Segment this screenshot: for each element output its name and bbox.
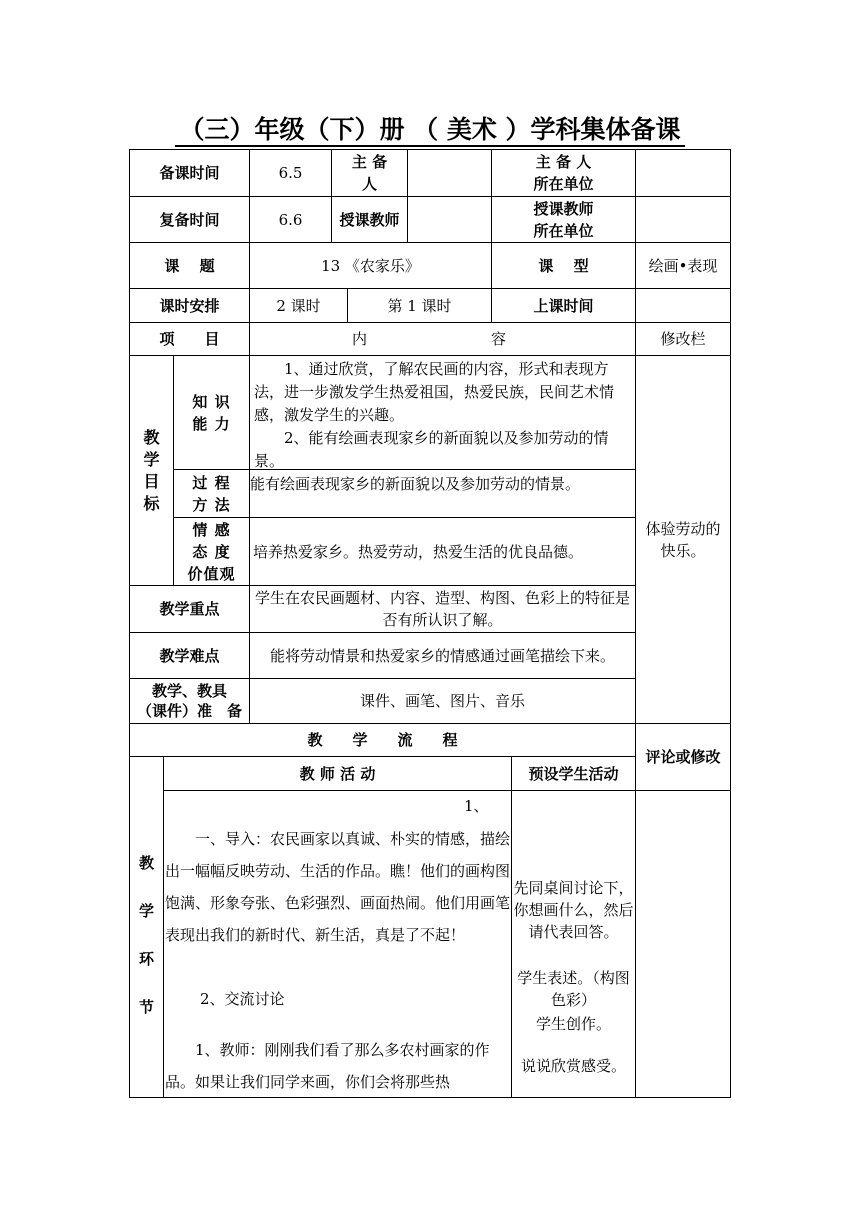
prep-time-label: 备课时间 [159,164,220,182]
item-label: 项 目 [159,330,220,348]
class-time-value[interactable] [636,289,730,322]
process-label: 过 程 方 法 [192,473,231,514]
objectives-revision-note: 体验劳动的 快乐。 [645,519,721,560]
teacher-para-1: 一、导入：农民画家以真诚、朴实的情感，描绘出一幅幅反映劳动、生活的作品。瞧！他们的画构图饱满、形象夸张、色彩强烈、画面热闹。他们用画笔表现出我们的新时代、新生活，真是了不起！ [165,830,511,944]
materials-text: 课件、画笔、图片、音乐 [359,692,525,710]
knowledge-text-1: 1、通过欣赏，了解农民画的内容，形式和表现方法，进一步激发学生热爱祖国，热爱民族，民间艺术情感，激发学生的兴趣。 [254,360,615,424]
emotion-label: 情 感 态 度 价值观 [187,520,236,583]
student-text-4: 说说欣赏感受。 [520,1057,626,1075]
materials-label: 教学、教具 （课件）准 备 [136,682,242,720]
knowledge-cell [250,356,635,469]
knowledge-text-2: 2、能有绘画表现家乡的新面貌以及参加劳动的情景。 [254,429,609,470]
teacher-activity-cell [164,791,511,1097]
main-prep-label: 主 备 人 [351,153,388,193]
teacher-unit-value[interactable] [636,197,730,242]
class-time-label: 上课时间 [533,296,594,315]
teacher-para-3: 1、教师：刚刚我们看了那么多农村画家的作品。如果让我们同学来画，你们会将那些热 [165,1041,490,1091]
difficulty-text: 能将劳动情景和热爱家乡的情感通过画笔描绘下来。 [269,646,615,665]
topic-value: 13 《农家乐》 [321,256,420,275]
page-title: （三）年级（下）册 （ 美术 ）学科集体备课 [0,110,860,146]
emotion-text: 培养热爱家乡。热爱劳动，热爱生活的优良品德。 [253,542,584,561]
flow-side-label: 教 学 环 节 [138,854,154,1016]
teacher-value[interactable] [408,197,491,242]
main-prep-value[interactable] [408,150,491,196]
main-unit-label: 主 备 人 所在单位 [533,153,594,193]
schedule-label: 课时安排 [159,296,220,315]
review-time-label: 复备时间 [159,210,220,229]
content-label-1: 内 [352,330,368,348]
flow-title: 教 学 流 程 [307,731,458,749]
process-text: 能有绘画表现家乡的新面貌以及参加劳动的情景。 [250,475,581,493]
teacher-para-2: 2、交流讨论 [200,990,285,1008]
difficulty-label: 教学难点 [159,646,220,665]
knowledge-label: 知 识 能 力 [192,392,231,433]
content-label-2: 容 [491,330,507,348]
key-point-text: 学生在农民画题材、内容、造型、构图、色彩上的特征是否有所认识了解。 [254,589,630,629]
teacher-label: 授课教师 [339,210,400,229]
main-unit-value[interactable] [636,150,730,196]
prep-time-value: 6.5 [278,164,303,182]
flow-comment-cell[interactable] [636,791,730,1097]
student-text-3: 学生创作。 [535,1015,611,1033]
objectives-group-label: 教 学 目 标 [143,427,160,513]
comment-label: 评论或修改 [645,748,721,766]
schedule-lesson: 第 1 课时 [387,296,452,315]
type-label: 课 型 [538,256,589,275]
type-value: 绘画•表现 [648,256,718,275]
content-header [250,323,635,355]
revision-label: 修改栏 [660,330,706,348]
topic-label: 课 题 [164,256,215,275]
student-text-1: 先同桌间讨论下，你想画什么，然后请代表回答。 [513,879,634,941]
schedule-hours: 2 课时 [276,296,321,315]
teacher-num: 1、 [464,797,489,815]
review-time-value: 6.6 [278,210,303,229]
key-point-label: 教学重点 [159,600,220,618]
teacher-unit-label: 授课教师 所在单位 [533,199,594,240]
student-activity-cell [512,791,635,1097]
teacher-activity-header: 教 师 活 动 [299,764,376,783]
student-text-2: 学生表述。（构图色彩） [517,969,630,1009]
student-activity-header: 预设学生活动 [528,764,619,783]
